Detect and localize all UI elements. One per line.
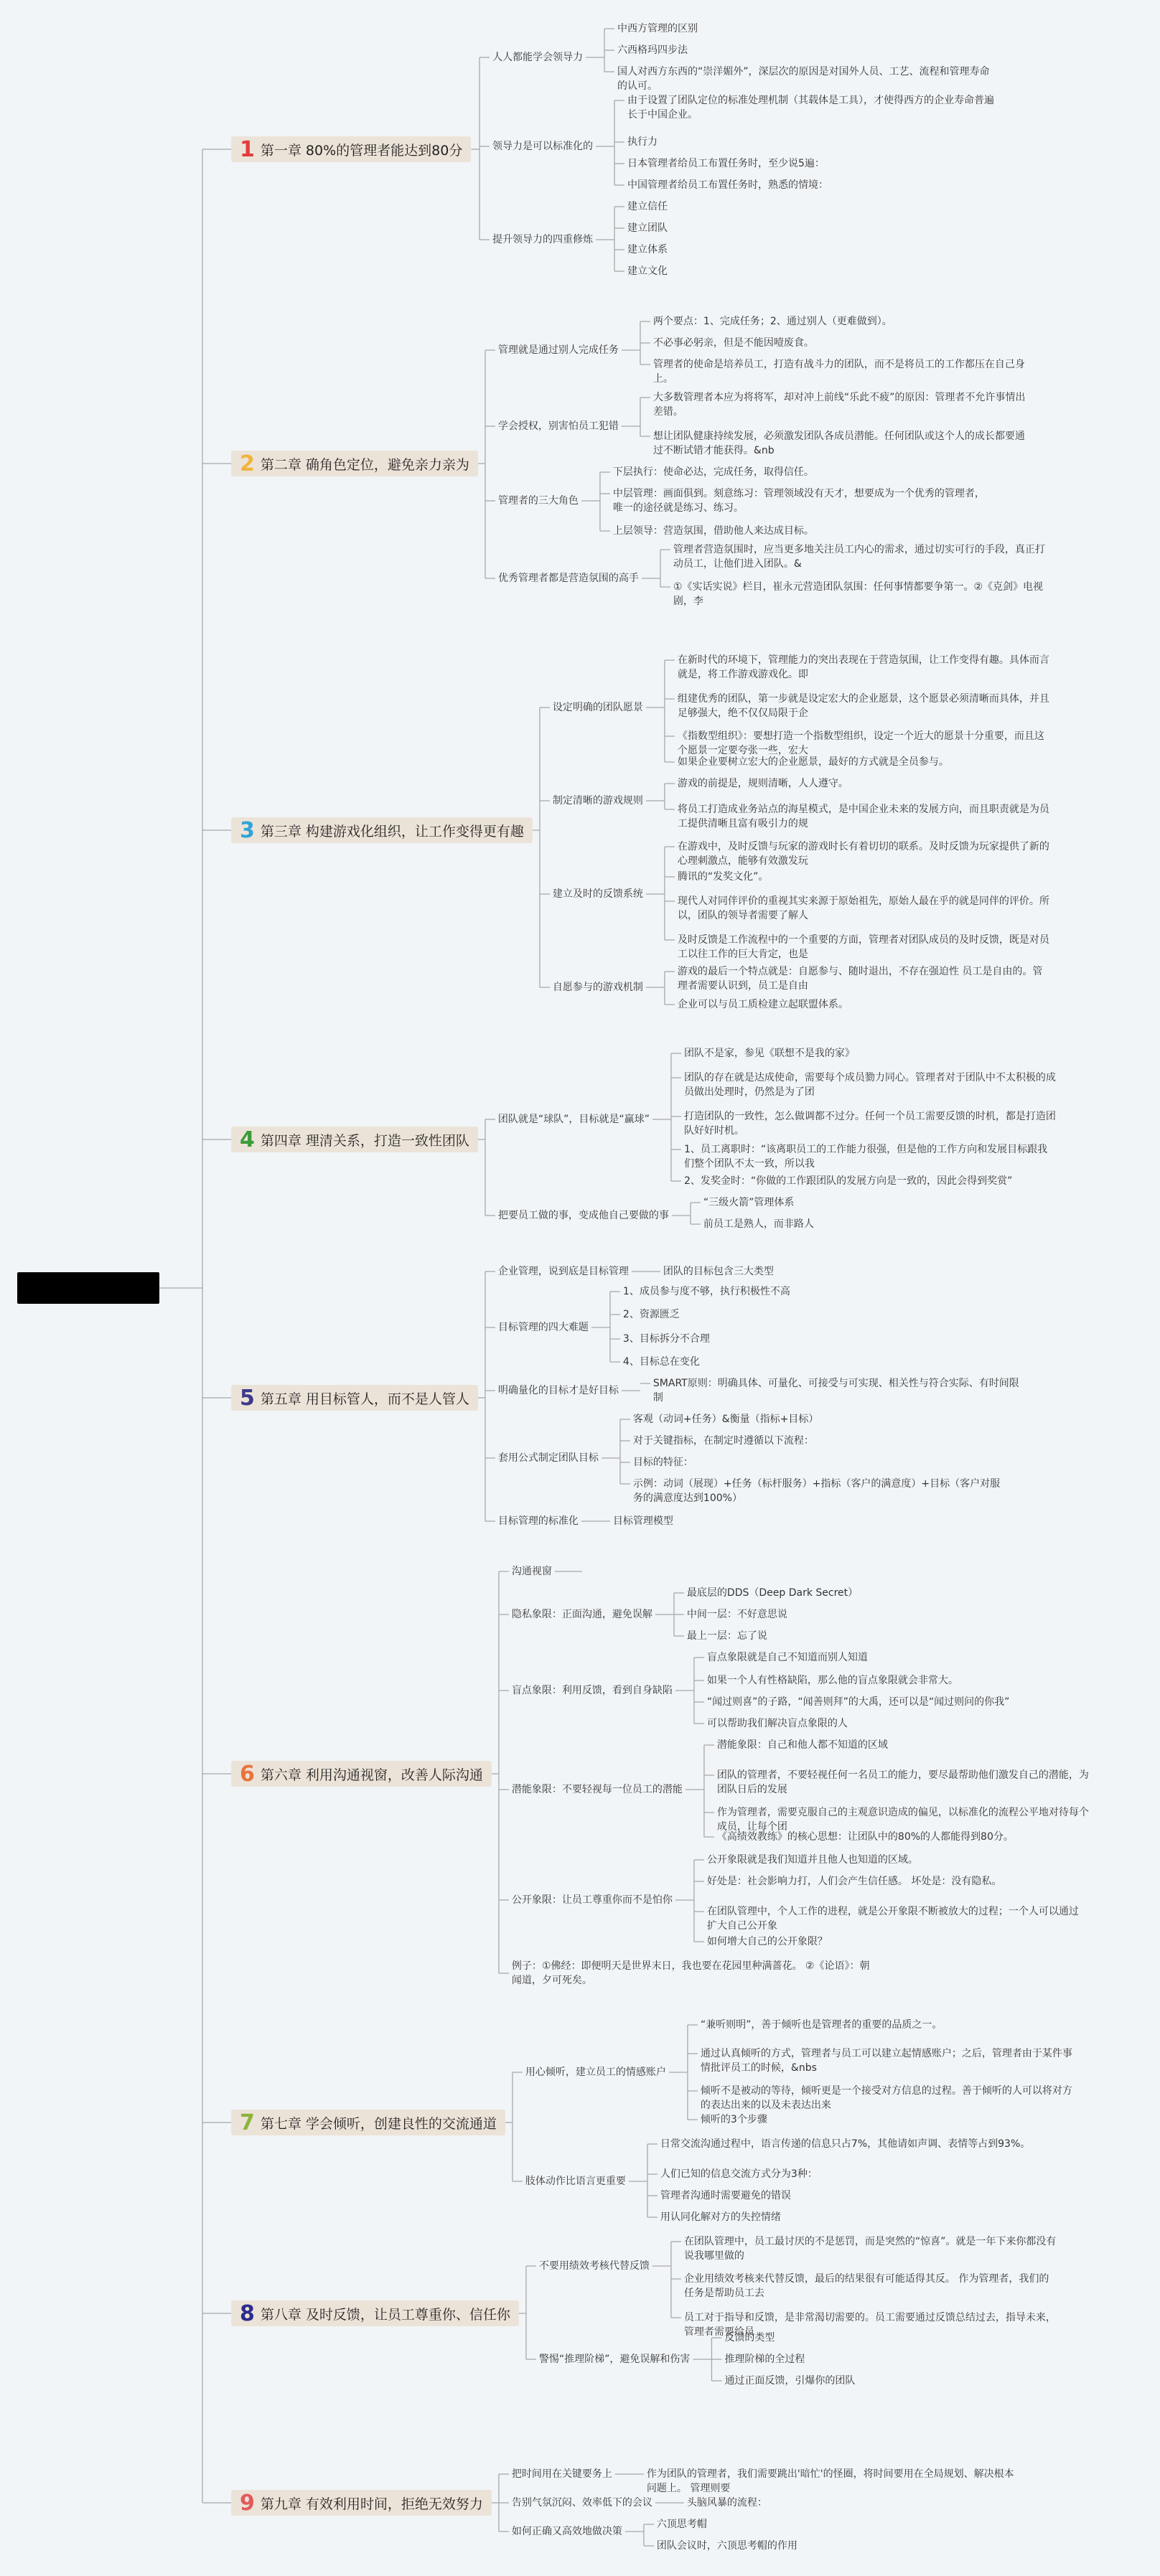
leaf-node[interactable]: 作为管理者，需要克服自己的主观意识造成的偏见，以标准化的流程公平地对待每个成员，让每个团: [716, 1807, 1089, 1833]
leaf-node[interactable]: 大多数管理者本应为将将军，却对冲上前线“乐此不疲”的原因：管理者不允许事情出差错。: [652, 392, 1026, 418]
chapter-number: 1: [240, 136, 255, 162]
leaf-node[interactable]: 1、员工离职时：“该离职员工的工作能力很强，但是他的工作方向和发展目标跟我们整个团队不太一致，所以我: [683, 1144, 1048, 1170]
leaf-node[interactable]: 目标的特征：: [632, 1457, 693, 1468]
leaf-node[interactable]: 团队会议时，六顶思考帽的作用: [656, 2540, 798, 2552]
chapter-node[interactable]: [231, 1761, 492, 1787]
chapter-title: 第四章 理清关系，打造一致性团队: [260, 1132, 469, 1149]
leaf-node[interactable]: 管理者的使命是培养员工，打造有战斗力的团队，而不是将员工的工作都压在自己身上。: [652, 359, 1025, 385]
topic-node[interactable]: 制定清晰的游戏规则: [552, 795, 643, 807]
leaf-node[interactable]: 中间一层：不好意思说: [686, 1609, 787, 1620]
topic-node[interactable]: 不要用绩效考核代替反馈: [538, 2260, 650, 2272]
leaf-node[interactable]: 现代人对同伴评价的重视其实来源于原始祖先，原始人最在乎的就是同伴的评价。所以，团队的领导者需要了解人: [677, 896, 1049, 921]
leaf-node[interactable]: 通过正面反馈，引爆你的团队: [724, 2375, 856, 2387]
leaf-node[interactable]: 用认同化解对方的失控情绪: [660, 2211, 781, 2223]
topic-node[interactable]: 明确量化的目标才是好目标: [497, 1385, 619, 1396]
chapter-number: 9: [240, 2490, 255, 2516]
leaf-node[interactable]: “三级火箭”管理体系: [703, 1197, 795, 1208]
leaf-node[interactable]: 作为团队的管理者，我们需要跳出'暗忙'的怪圈，将时间要用在全局规划、解决根本问题上。 管理则要: [646, 2468, 1014, 2494]
topic-node[interactable]: 沟通视窗: [511, 1566, 552, 1577]
topic-node[interactable]: 目标管理的标准化: [497, 1515, 579, 1527]
leaf-node[interactable]: 及时反馈是工作流程中的一个重要的方面，管理者对团队成员的及时反馈，既是对员工以往工作的巨大肯定，也是: [677, 934, 1049, 960]
leaf-node[interactable]: 示例：动词（展现）+任务（标杆服务）+指标（客户的满意度）+目标（客户对服务的满意度达到100%）: [632, 1478, 1001, 1504]
topic-node[interactable]: 肢体动作比语言更重要: [525, 2176, 626, 2187]
topic-node[interactable]: 告别气氛沉闷、效率低下的会议: [511, 2497, 652, 2509]
topic-node[interactable]: 领导力是可以标准化的: [492, 141, 593, 152]
leaf-node[interactable]: 国人对西方东西的“崇洋媚外”，深层次的原因是对国外人员、工艺、流程和管理寿命的认可。: [617, 66, 990, 92]
leaf-node[interactable]: 最底层的DDS（Deep Dark Secret）: [686, 1587, 859, 1599]
leaf-node[interactable]: 企业可以与员工质检建立起联盟体系。: [677, 999, 848, 1010]
leaf-node[interactable]: 员工对于指导和反馈，是非常渴切需要的。员工需要通过反馈总结过去，指导未来，管理者需要给员: [683, 2312, 1056, 2338]
leaf-node[interactable]: 倾听不是被动的等待，倾听更是一个接受对方信息的过程。善于倾听的人可以将对方的表达出来的以及未表达出来: [700, 2085, 1072, 2111]
leaf-node[interactable]: 在游戏中，及时反馈与玩家的游戏时长有着切切的联系。及时反馈为玩家提供了新的心理刺激点，能够有效激发玩: [677, 841, 1049, 867]
topic-node[interactable]: 套用公式制定团队目标: [497, 1452, 599, 1464]
leaf-node[interactable]: 六顶思考帽: [656, 2519, 707, 2530]
chapter-node[interactable]: [231, 2110, 505, 2135]
topic-node[interactable]: 例子：①佛经：即便明天是世界末日，我也要在花园里种满蔷花。 ②《论语》：朝闻道，夕可死矣。: [511, 1960, 870, 1986]
topic-node[interactable]: 设定明确的团队愿景: [552, 702, 643, 713]
leaf-node[interactable]: 游戏的前提是，规则清晰，人人遵守。: [677, 778, 848, 789]
chapter-number: 8: [240, 2300, 255, 2326]
leaf-node[interactable]: 在团队管理中，员工最讨厌的不是惩罚，而是突然的“惊喜”。就是一年下来你都没有说我哪里做的: [683, 2236, 1057, 2262]
leaf-node[interactable]: 最上一层：忘了说: [686, 1630, 767, 1642]
topic-node[interactable]: 提升领导力的四重修炼: [492, 234, 593, 245]
leaf-node[interactable]: 两个要点：1、完成任务；2、通过别人（更难做到）。: [652, 316, 892, 327]
leaf-node[interactable]: 前员工是熟人，而非路人: [703, 1218, 814, 1230]
leaf-node[interactable]: 2、发奖金时：“你做的工作跟团队的发展方向是一致的，因此会得到奖赏”: [683, 1175, 1013, 1187]
leaf-node[interactable]: “兼听则明”，善于倾听也是管理者的重要的品质之一。: [700, 2019, 942, 2031]
topic-node[interactable]: 如何正确又高效地做决策: [511, 2526, 622, 2537]
leaf-node[interactable]: 倾听的3个步骤: [700, 2114, 767, 2125]
chapter-title: 第五章 用目标管人，而不是人管人: [260, 1391, 469, 1407]
topic-node[interactable]: 用心倾听，建立员工的情感账户: [525, 2067, 666, 2078]
leaf-node[interactable]: 执行力: [627, 136, 658, 148]
leaf-node[interactable]: 管理者沟通时需要避免的错误: [660, 2190, 791, 2201]
leaf-node[interactable]: 想让团队健康持续发展，必须激发团队各成员潜能。任何团队或这个人的成长都要通过不断试错才能获得。&nb: [652, 431, 1025, 456]
leaf-node[interactable]: 《指数型组织》：要想打造一个指数型组织，设定一个近大的愿景十分重要，而且这个愿景一定要夸张一些，宏大: [677, 730, 1044, 756]
leaf-node[interactable]: 游戏的最后一个特点就是：自愿参与、随时退出，不存在强迫性 员工是自由的。管理者需要认识到，员工是自由: [677, 966, 1043, 992]
leaf-node[interactable]: 推理阶梯的全过程: [724, 2354, 805, 2365]
topic-node[interactable]: 学会授权，别害怕员工犯错: [497, 420, 619, 432]
chapter-node[interactable]: [231, 2300, 519, 2326]
leaf-node[interactable]: 团队的存在就是达成使命，需要每个成员勠力同心。管理者对于团队中不太积极的成员做出处理时，仍然是为了团: [683, 1072, 1056, 1098]
leaf-node[interactable]: 建立文化: [627, 265, 668, 277]
leaf-node[interactable]: 可以帮助我们解决盲点象限的人: [706, 1718, 848, 1729]
leaf-node[interactable]: 人们已知的信息交流方式分为3种：: [660, 2168, 818, 2180]
topic-node[interactable]: 人人都能学会领导力: [492, 52, 583, 63]
chapter-number: 6: [240, 1761, 255, 1787]
leaf-node[interactable]: 1、成员参与度不够，执行积极性不高: [622, 1286, 790, 1297]
leaf-node[interactable]: 中西方管理的区别: [617, 23, 698, 34]
topic-node[interactable]: 盲点象限：利用反馈，看到自身缺陷: [511, 1685, 673, 1696]
chapter-title: 第八章 及时反馈，让员工尊重你、信任你: [260, 2306, 510, 2323]
leaf-node[interactable]: 在团队管理中，个人工作的进程，就是公开象限不断被放大的过程；一个人可以通过扩大自己公开象: [706, 1906, 1079, 1932]
topic-node[interactable]: 警惕“推理阶梯”，避免误解和伤害: [538, 2354, 691, 2365]
leaf-node[interactable]: SMART原则：明确具体、可量化、可接受与可实现、相关性与符合实际、有时间限制: [652, 1378, 1019, 1404]
leaf-node[interactable]: 上层领导：营造氛围，借助他人来达成目标。: [612, 525, 814, 537]
chapter-title: 第七章 学会倾听，创建良性的交流通道: [260, 2115, 497, 2132]
leaf-node[interactable]: 客观（动词+任务）&衡量（指标+目标）: [632, 1414, 819, 1425]
topic-node[interactable]: 管理者的三大角色: [497, 495, 579, 507]
chapter-number: 4: [240, 1127, 255, 1152]
topic-node[interactable]: 把要员工做的事，变成他自己要做的事: [497, 1210, 669, 1221]
leaf-node[interactable]: 如何增大自己的公开象限？: [706, 1936, 828, 1947]
leaf-node[interactable]: 团队不是家，参见《联想不是我的家》: [683, 1048, 855, 1059]
leaf-node[interactable]: 下层执行：使命必达，完成任务，取得信任。: [612, 466, 814, 478]
leaf-node[interactable]: ①《实话实说》栏目，崔永元营造团队氛围：任何事情都要争第一。②《克剑》电视剧，李: [673, 581, 1044, 607]
topic-node[interactable]: 潜能象限：不要轻视每一位员工的潜能: [511, 1784, 683, 1795]
chapter-title: 第三章 构建游戏化组织，让工作变得更有趣: [260, 823, 524, 840]
chapter-title: 第二章 确角色定位，避免亲力亲为: [260, 456, 469, 473]
leaf-node[interactable]: 好处是：社会影响力打，人们会产生信任感。 坏处是：没有隐私。: [706, 1876, 1002, 1887]
topic-node[interactable]: 目标管理的四大难题: [497, 1322, 589, 1333]
topic-node[interactable]: 管理就是通过别人完成任务: [497, 344, 619, 356]
chapter-node[interactable]: [231, 2490, 492, 2516]
root-node[interactable]: [17, 1272, 159, 1304]
leaf-node[interactable]: 团队的管理者，不要轻视任何一名员工的能力，要尽最帮助他们激发自己的潜能，为团队日后的发展: [716, 1769, 1089, 1795]
leaf-node[interactable]: 《高绩效教练》的核心思想：让团队中的80%的人都能得到80分。: [716, 1831, 1014, 1843]
leaf-node[interactable]: 公开象限就是我们知道并且他人也知道的区域。: [706, 1854, 918, 1866]
chapter-number: 3: [240, 817, 255, 843]
leaf-node[interactable]: 2、资源匮乏: [622, 1309, 680, 1320]
leaf-node[interactable]: 中国管理者给员工布置任务时，熟悉的情境：: [627, 179, 828, 191]
chapter-node[interactable]: [231, 1385, 478, 1411]
leaf-node[interactable]: 潜能象限：自己和他人都不知道的区域: [716, 1739, 888, 1751]
leaf-node[interactable]: 3、目标拆分不合理: [622, 1333, 710, 1345]
leaf-node[interactable]: 目标管理模型: [612, 1515, 673, 1527]
leaf-node[interactable]: 反馈的类型: [724, 2332, 775, 2344]
leaf-node[interactable]: 由于设置了团队定位的标准处理机制（其载体是工具），才使得西方的企业寿命普遍长于中国企业。: [627, 95, 994, 121]
chapter-node[interactable]: [231, 817, 533, 843]
leaf-node[interactable]: 打造团队的一致性，怎么做调都不过分。任何一个员工需要反馈的时机，都是打造团队好好时机。: [683, 1111, 1056, 1137]
chapter-title: 第九章 有效利用时间，拒绝无效努力: [260, 2496, 483, 2512]
topic-node[interactable]: 优秀管理者都是营造氛围的高手: [497, 573, 639, 584]
chapter-title: 第六章 利用沟通视窗，改善人际沟通: [260, 1767, 483, 1783]
leaf-node[interactable]: 中层管理：画面俱到。刻意练习：管理领域没有天才，想要成为一个优秀的管理者，唯一的途径就是练习、练习。: [612, 488, 985, 514]
leaf-node[interactable]: 团队的目标包含三大类型: [663, 1266, 774, 1277]
topic-node[interactable]: 隐私象限：正面沟通，避免误解: [511, 1609, 652, 1620]
topic-node[interactable]: 建立及时的反馈系统: [552, 888, 643, 900]
leaf-node[interactable]: 日本管理者给员工布置任务时，至少说5遍：: [627, 158, 825, 169]
chapter-number: 7: [240, 2110, 255, 2135]
leaf-node[interactable]: 建立体系: [627, 244, 668, 255]
topic-node[interactable]: 公开象限：让员工尊重你而不是怕你: [511, 1894, 673, 1906]
leaf-node[interactable]: 管理者营造氛围时，应当更多地关注员工内心的需求，通过切实可行的手段，真正打动员工，让他们进入团队。&: [673, 544, 1045, 570]
leaf-node[interactable]: 4、目标总在变化: [622, 1356, 700, 1368]
leaf-node[interactable]: 对于关键指标，在制定时遵循以下流程：: [632, 1435, 814, 1447]
chapter-number: 2: [240, 451, 255, 476]
chapter-node[interactable]: [231, 1127, 478, 1152]
leaf-node[interactable]: 六西格玛四步法: [617, 44, 688, 56]
leaf-node[interactable]: 腾讯的“发奖文化”。: [677, 871, 769, 883]
leaf-node[interactable]: 盲点象限就是自己不知道而别人知道: [706, 1652, 868, 1663]
leaf-node[interactable]: 不必事必躬亲，但是不能因噎废食。: [652, 337, 814, 349]
topic-node[interactable]: 企业管理，说到底是目标管理: [497, 1266, 629, 1277]
leaf-node[interactable]: 在新时代的环境下，管理能力的突出表现在于营造氛围，让工作变得有趣。具体而言就是，将工作游戏游戏化。即: [677, 654, 1049, 680]
chapter-node[interactable]: [231, 451, 478, 476]
topic-node[interactable]: 把时间用在关键要务上: [511, 2468, 612, 2480]
leaf-node[interactable]: “闻过则喜”的子路，“闻善则拜”的大禹，还可以是“闻过则问的你我”: [706, 1696, 1010, 1708]
leaf-node[interactable]: 日常交流沟通过程中，语言传递的信息只占7%，其他请如声调、表情等占到93%。: [660, 2138, 1031, 2150]
topic-node[interactable]: 团队就是“球队”，目标就是“赢球”: [497, 1114, 650, 1125]
leaf-node[interactable]: 通过认真倾听的方式，管理者与员工可以建立起情感账户；之后，管理者由于某件事情批评员工的时候，&nbs: [700, 2048, 1072, 2074]
leaf-node[interactable]: 如果一个人有性格缺陷，那么他的盲点象限就会非常大。: [706, 1675, 958, 1686]
leaf-node[interactable]: 将员工打造成业务站点的海星模式，是中国企业未来的发展方向，而且职责就是为员工提供清晰且富有吸引力的规: [677, 804, 1049, 829]
chapter-number: 5: [240, 1385, 255, 1411]
chapter-title: 第一章 80%的管理者能达到80分: [260, 142, 463, 159]
leaf-node[interactable]: 组建优秀的团队，第一步就是设定宏大的企业愿景，这个愿景必须清晰而具体，并且足够强大，绝不仅仅局限于企: [677, 693, 1049, 719]
topic-node[interactable]: 自愿参与的游戏机制: [552, 982, 643, 993]
leaf-node[interactable]: 建立团队: [627, 222, 668, 234]
leaf-node[interactable]: 建立信任: [627, 201, 668, 212]
chapter-node[interactable]: [231, 136, 471, 162]
leaf-node[interactable]: 如果企业要树立宏大的企业愿景，最好的方式就是全员参与。: [677, 756, 949, 768]
leaf-node[interactable]: 头脑风暴的流程：: [686, 2497, 767, 2509]
leaf-node[interactable]: 企业用绩效考核来代替反馈，最后的结果很有可能适得其反。 作为管理者，我们的任务是帮助员工去: [683, 2273, 1049, 2299]
